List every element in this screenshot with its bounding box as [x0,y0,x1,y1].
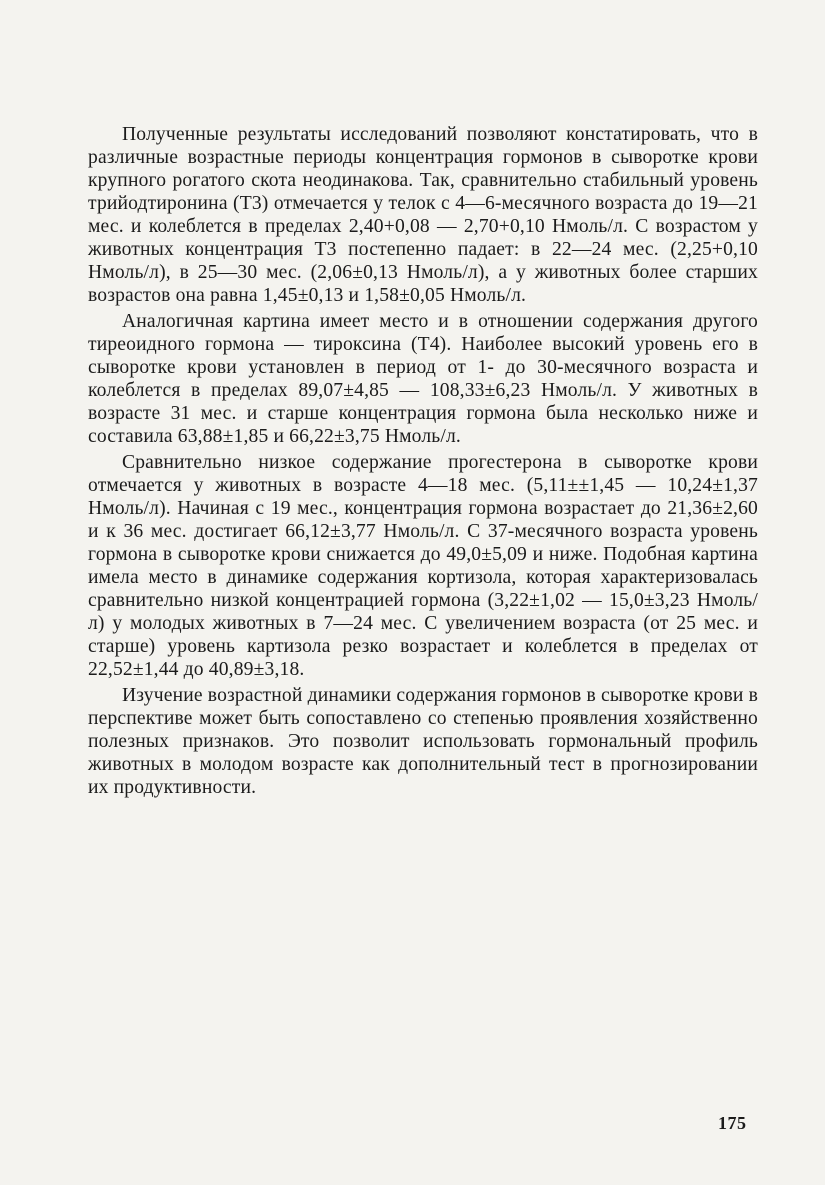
paragraph-triiodothyronine: Полученные результаты исследований позволяют констатировать, что в различные возрастные периоды концентрация гормонов в сыворотке крови крупного рогатого скота неодинакова. Так, сравнительно стабильный уровень трийодтиронина (Т3) отмечается у телок с 4—6-месячного возраста до 19—21 мес. и колеблется в пределах 2,40+0,08 — 2,70+0,10 Нмоль/л. С возрастом у животных концентрация Т3 постепенно падает: в 22—24 мес. (2,25+0,10 Нмоль/л), в 25—30 мес. (2,06±0,13 Нмоль/л), а у животных более старших возрастов она равна 1,45±0,13 и 1,58±0,05 Нмоль/л. [88,124,758,306]
paragraph-conclusion: Изучение возрастной динамики содержания гормонов в сыворотке крови в перспективе может быть сопоставлено со степенью проявления хозяйственно полезных признаков. Это позволит использовать гормональный профиль животных в молодом возрасте как дополнительный тест в прогнозировании их продуктивности. [88,685,758,798]
page-number: 175 [718,1113,747,1133]
document-page-body [88,123,758,802]
paragraph-progesterone-cortisol: Сравнительно низкое содержание прогестерона в сыворотке крови отмечается у животных в возрасте 4—18 мес. (5,11±±1,45 — 10,24±1,37 Нмоль/л). Начиная с 19 мес., концентрация гормона возрастает до 21,36±2,60 и к 36 мес. достигает 66,12±3,77 Нмоль/л. С 37-месячного возраста уровень гормона в сыворотке крови снижается до 49,0±5,09 и ниже. Подобная картина имела место в динамике содержания кортизола, которая характеризовалась сравнительно низкой концентрацией гормона (3,22±1,02 — 15,0±3,23 Нмоль/л) у молодых животных в 7—24 мес. С увеличением возраста (от 25 мес. и старше) уровень картизола резко возрастает и колеблется в пределах от 22,52±1,44 до 40,89±3,18. [88,452,758,680]
paragraph-thyroxine: Аналогичная картина имеет место и в отношении содержания другого тиреоидного гормона — тироксина (Т4). Наиболее высокий уровень его в сыворотке крови установлен в период от 1- до 30-месячного возраста и колеблется в пределах 89,07±4,85 — 108,33±6,23 Нмоль/л. У животных в возрасте 31 мес. и старше концентрация гормона была несколько ниже и составила 63,88±1,85 и 66,22±3,75 Нмоль/л. [88,311,758,447]
